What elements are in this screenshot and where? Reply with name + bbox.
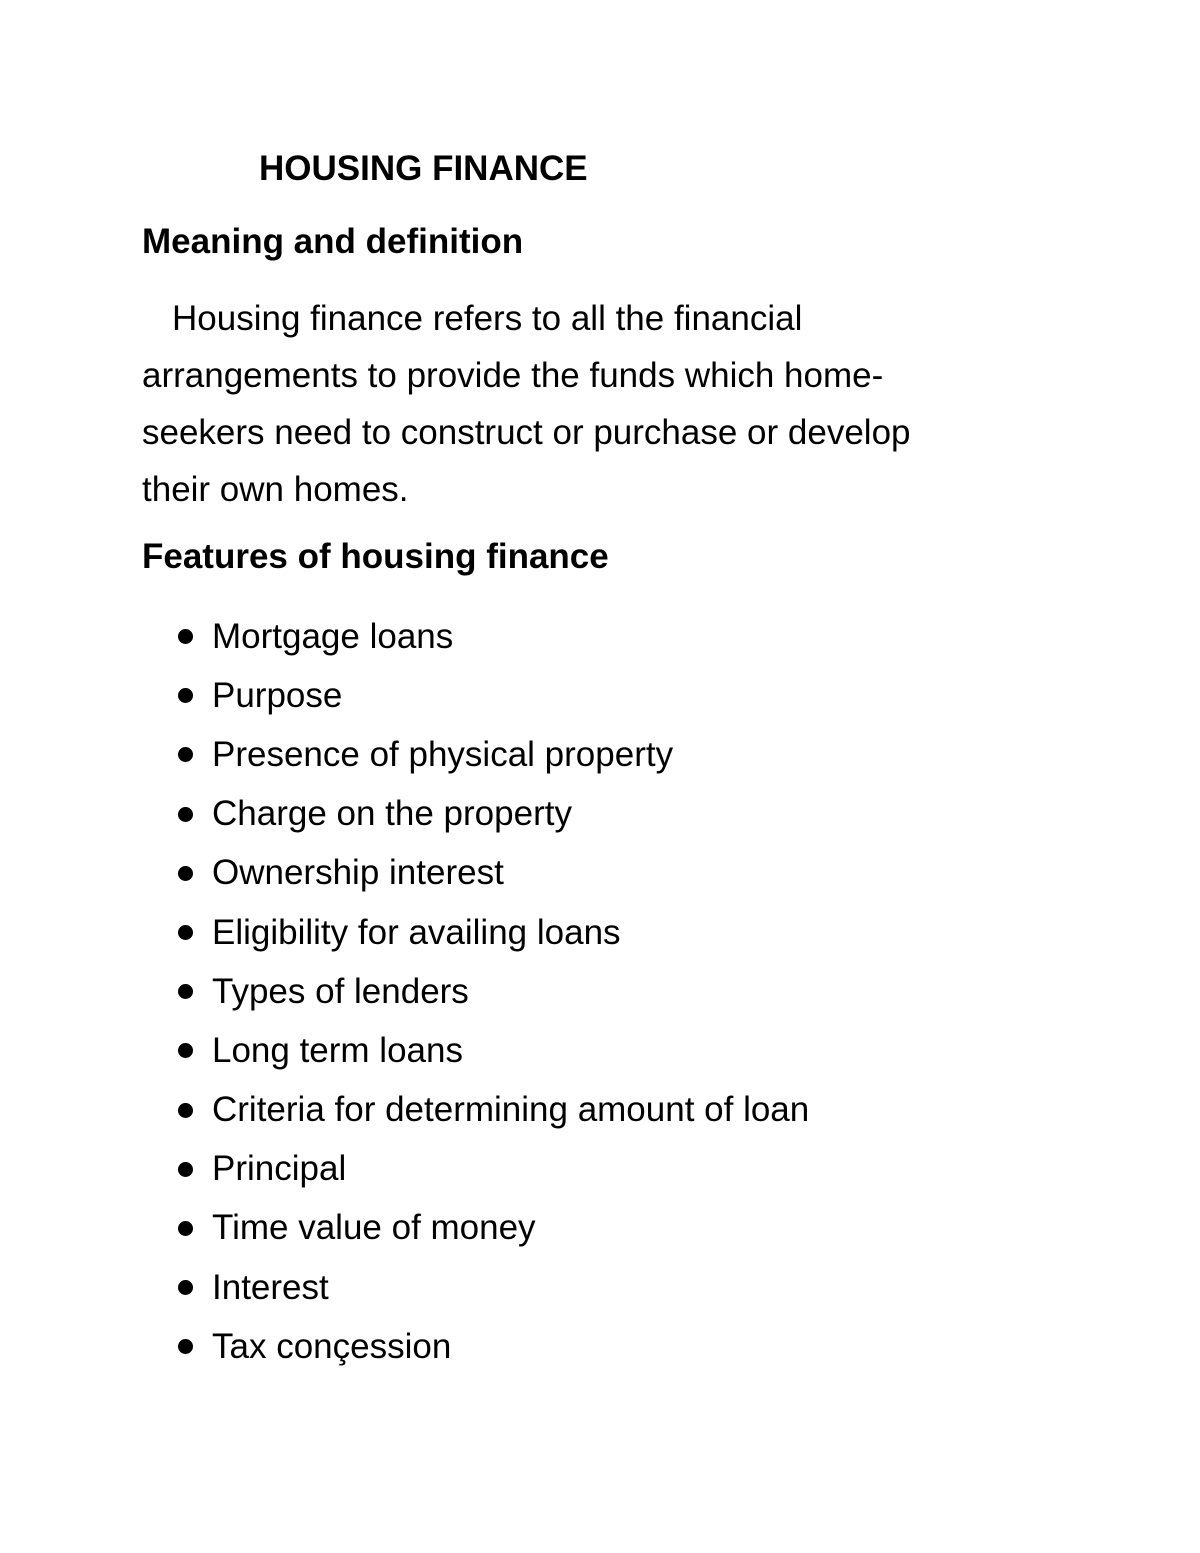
features-heading: Features of housing finance	[142, 537, 609, 576]
list-item	[172, 1317, 809, 1376]
bullet-icon	[178, 1162, 193, 1177]
bullet-icon	[178, 1221, 193, 1236]
list-item-label: Time value of money	[212, 1208, 536, 1248]
list-item	[172, 1081, 809, 1140]
paragraph-line: their own homes.	[142, 470, 409, 509]
list-item	[172, 1199, 809, 1258]
list-item-label: Interest	[212, 1267, 329, 1307]
meaning-heading: Meaning and definition	[142, 222, 524, 261]
list-item	[172, 1258, 809, 1317]
paragraph-line: arrangements to provide the funds which home-	[142, 356, 884, 395]
list-item-label: Tax conçession	[212, 1326, 452, 1366]
paragraph-line: seekers need to construct or purchase or develop	[142, 413, 911, 452]
list-item-label: Principal	[212, 1149, 347, 1189]
list-item	[172, 1021, 809, 1080]
bullet-icon	[178, 688, 193, 703]
bullet-icon	[178, 925, 193, 940]
list-item-label: Types of lenders	[212, 971, 469, 1011]
list-item-label: Presence of physical property	[212, 734, 674, 774]
paragraph-line: Housing finance refers to all the financial	[172, 299, 803, 338]
bullet-icon	[178, 866, 193, 881]
bullet-icon	[178, 1280, 193, 1295]
list-item	[172, 962, 809, 1021]
list-item	[172, 844, 809, 903]
features-list	[172, 607, 809, 1376]
bullet-icon	[178, 984, 193, 999]
list-item	[172, 1140, 809, 1199]
bullet-icon	[178, 1043, 193, 1058]
bullet-icon	[178, 747, 193, 762]
bullet-icon	[178, 1103, 193, 1118]
list-item-label: Criteria for determining amount of loan	[212, 1090, 810, 1130]
list-item-label: Purpose	[212, 675, 343, 715]
list-item-label: Mortgage loans	[212, 616, 454, 656]
bullet-icon	[178, 629, 193, 644]
bullet-icon	[178, 807, 193, 822]
list-item	[172, 785, 809, 844]
list-item-label: Long term loans	[212, 1030, 463, 1070]
list-item	[172, 607, 809, 666]
list-item-label: Charge on the property	[212, 794, 572, 834]
bullet-icon	[178, 1339, 193, 1354]
list-item-label: Eligibility for availing loans	[212, 912, 621, 952]
document-title: HOUSING FINANCE	[259, 149, 588, 188]
meaning-paragraph	[142, 290, 1042, 518]
list-item	[172, 725, 809, 784]
list-item-label: Ownership interest	[212, 853, 504, 893]
list-item	[172, 666, 809, 725]
list-item	[172, 903, 809, 962]
